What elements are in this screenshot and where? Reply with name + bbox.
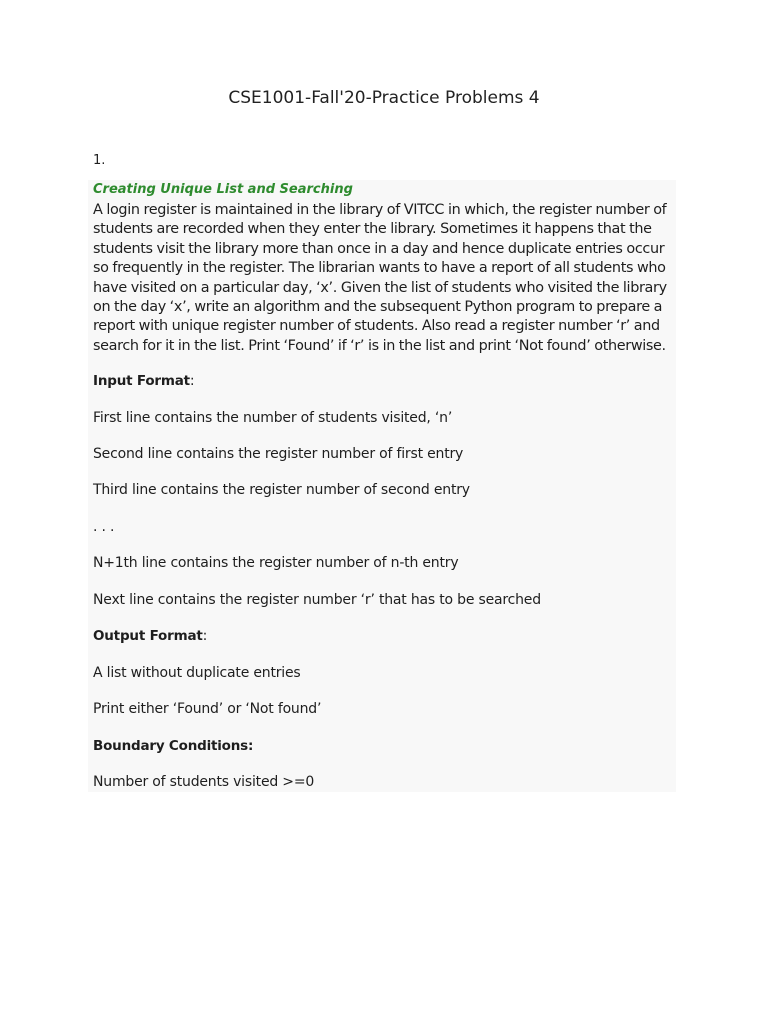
description-line: so frequently in the register. The librarian wants to have a report of all students who — [93, 260, 666, 277]
page-title: CSE1001-Fall'20-Practice Problems 4 — [228, 88, 540, 108]
description-line: have visited on a particular day, ‘x’. Given the list of students who visited the library — [93, 279, 667, 296]
input-format-line: Third line contains the register number of second entry — [93, 482, 470, 498]
output-format-heading-text: Output Format — [93, 628, 203, 644]
description-line: students are recorded when they enter the library. Sometimes it happens that the — [93, 221, 652, 238]
description-line: search for it in the list. Print ‘Found’ if ‘r’ is in the list and print ‘Not found’ otherwise. — [93, 337, 666, 354]
problem-title: Creating Unique List and Searching — [93, 182, 353, 197]
input-format-heading-text: Input Format — [93, 373, 190, 389]
input-format-line: . . . — [93, 519, 115, 535]
input-format-line: Second line contains the register number of first entry — [93, 446, 464, 462]
input-format-line: Next line contains the register number ‘r’ that has to be searched — [93, 592, 541, 608]
boundary-conditions-heading: Boundary Conditions: — [93, 738, 254, 754]
description-line: on the day ‘x’, write an algorithm and the subsequent Python program to prepare a — [93, 299, 663, 316]
question-number: 1. — [93, 153, 106, 168]
description-line: A login register is maintained in the library of VITCC in which, the register number of — [93, 202, 667, 218]
output-format-line: A list without duplicate entries — [93, 665, 301, 681]
boundary-condition-line: Number of students visited >=0 — [93, 774, 315, 790]
input-format-line: N+1th line contains the register number of n-th entry — [93, 555, 459, 571]
output-format-heading — [93, 628, 207, 644]
description-line: report with unique register number of students. Also read a register number ‘r’ and — [93, 318, 660, 335]
input-format-heading — [93, 373, 194, 389]
input-format-colon: : — [189, 373, 195, 389]
description-line: students visit the library more than once in a day and hence duplicate entries occur — [93, 240, 665, 257]
output-format-colon: : — [202, 628, 208, 644]
input-format-line: First line contains the number of students visited, ‘n’ — [93, 410, 453, 426]
problem-description — [93, 201, 675, 356]
output-format-line: Print either ‘Found’ or ‘Not found’ — [93, 701, 322, 717]
